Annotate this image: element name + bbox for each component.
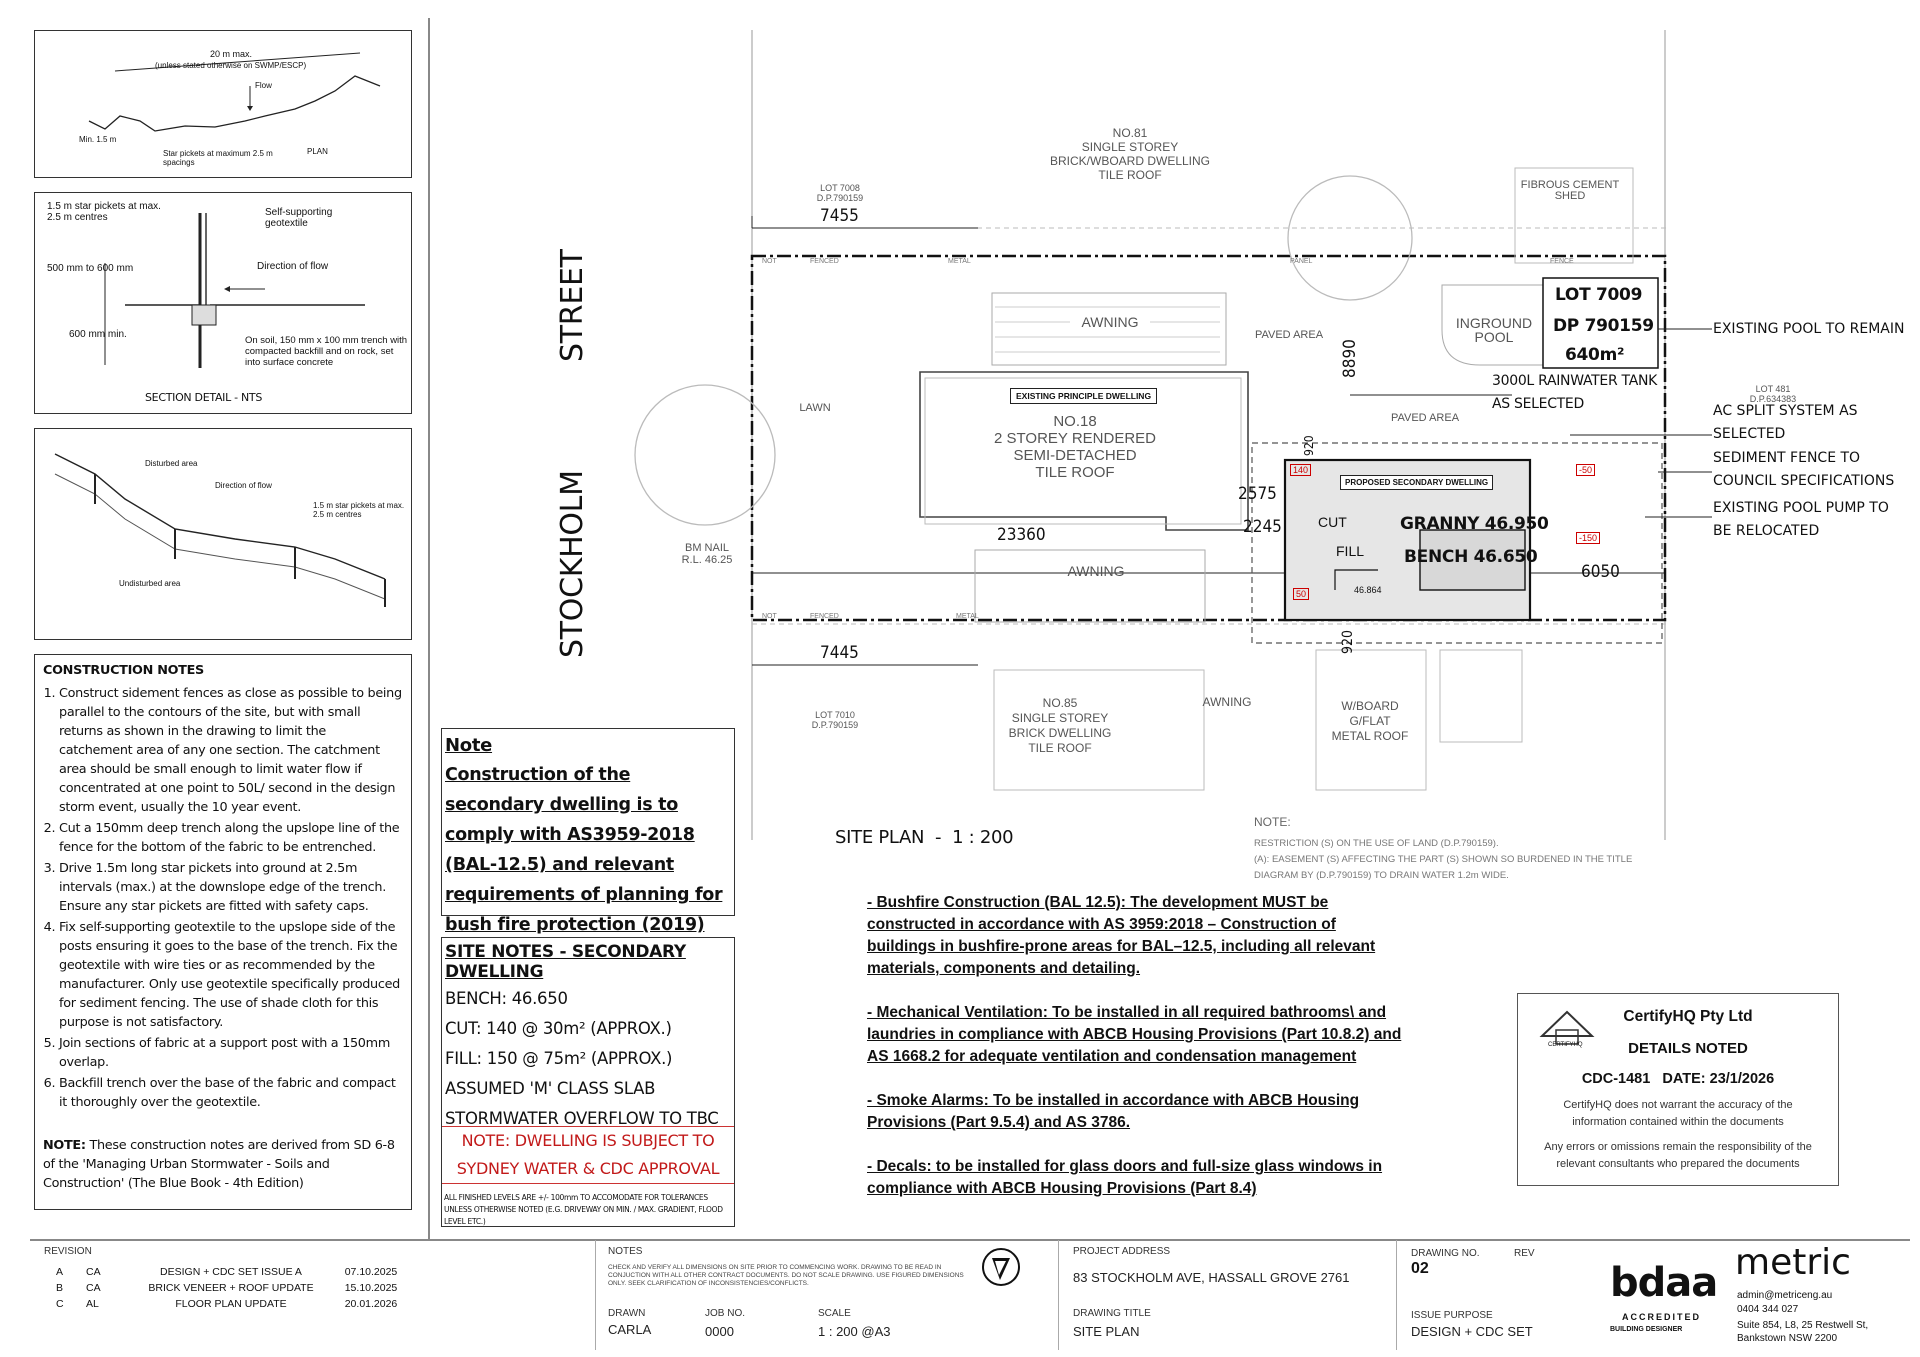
scale-label: SCALE (818, 1308, 851, 1319)
north-arrow-glyph (984, 1250, 1018, 1284)
revision-date: 07.10.2025 (344, 1266, 398, 1278)
metric-phone: 0404 344 027 (1737, 1304, 1799, 1315)
site-note-title: NOTE: (1254, 815, 1291, 829)
tag-50: 50 (1293, 588, 1309, 600)
plan-min-label: Min. 1.5 m (79, 135, 117, 144)
plan-detail-panel (34, 30, 412, 178)
metric-logo: metric (1735, 1242, 1851, 1283)
construction-note-item: 2. Cut a 150mm deep trench along the upslope line of the fence for the bottom of the fabric to be entrenched. (59, 819, 403, 857)
paved-area-2-label: PAVED AREA (1390, 412, 1460, 424)
tag-minus-150: -150 (1576, 532, 1600, 544)
revision-row (56, 1280, 616, 1296)
fence-metal-bottom: METAL (956, 613, 979, 620)
job-label: JOB NO. (705, 1308, 746, 1319)
site-notes-line: FILL: 150 @ 75m² (APPROX.) (445, 1049, 673, 1068)
iso-detail-panel (34, 428, 412, 640)
revision-row (56, 1296, 616, 1312)
drawn-value: CARLA (608, 1322, 652, 1337)
paved-area-1-label: PAVED AREA (1254, 329, 1324, 341)
street-label-bottom: STOCKHOLM (555, 470, 590, 658)
bm-nail-label: BM NAIL R.L. 46.25 (681, 542, 733, 566)
site-notes-line: STORMWATER OVERFLOW TO TBC (445, 1109, 719, 1128)
dim-6050: 6050 (1581, 562, 1620, 582)
drawing-no: 02 (1411, 1260, 1429, 1277)
issue-purpose-label: ISSUE PURPOSE (1411, 1310, 1493, 1321)
tb-divider-2 (1058, 1240, 1059, 1350)
tag-140: 140 (1290, 464, 1311, 476)
bushfire-note-box (441, 728, 735, 935)
construction-notes-list (43, 684, 403, 1112)
site-notes-title: SITE NOTES - SECONDARY DWELLING (445, 942, 686, 982)
construction-notes-title: CONSTRUCTION NOTES (43, 663, 204, 678)
metric-email: admin@metriceng.au (1737, 1290, 1833, 1301)
bushfire-note-title: Note (445, 735, 493, 756)
fence-not-bottom: NOT (762, 613, 777, 620)
job-value: 0000 (705, 1324, 734, 1339)
certify-disclaimer-2: Any errors or omissions remain the responsibility of the relevant consultants who prepared the documents (1544, 1141, 1812, 1170)
lot-box-line3: 640m² (1565, 345, 1625, 365)
revision-desc: DESIGN + CDC SET ISSUE A (160, 1266, 302, 1278)
construction-notes-footer (43, 1136, 403, 1193)
plan-top-label: 20 m max. (210, 49, 253, 59)
no85-label: NO.85 SINGLE STOREY BRICK DWELLING TILE ROOF (1008, 696, 1112, 755)
notes-text: CHECK AND VERIFY ALL DIMENSIONS ON SITE PRIOR TO COMMENCING WORK. DRAWING TO BE READ IN CONJUCTION WITH ALL OTHER CONTRACT DOCUMENTS. DO NOT SCALE DRAWING. USE FIGURED DIMENSIONS ONLY. SEEK CLARIFICATION OF INCONSISTENCIES/CONFLICTS. (608, 1264, 964, 1287)
revision-date: 20.01.2026 (344, 1298, 398, 1310)
section-detail-title: SECTION DETAIL - NTS (145, 391, 263, 404)
plan-top-sublabel: (unless stated otherwise on SWMP/ESCP) (155, 61, 307, 70)
iso-direction-label: Direction of flow (215, 481, 272, 490)
section-geotextile-label: Self-supporting geotextile (265, 207, 333, 229)
certify-status: DETAILS NOTED (1628, 1040, 1748, 1057)
no81-label: NO.81 SINGLE STOREY BRICK/WBOARD DWELLING TILE ROOF (1049, 126, 1211, 182)
revision-desc: BRICK VENEER + ROOF UPDATE (148, 1282, 314, 1294)
revision-table (56, 1264, 616, 1312)
wboard-label: W/BOARD G/FLAT METAL ROOF (1331, 699, 1409, 743)
fence-metal-top: METAL (948, 258, 971, 265)
fill-label: FILL (1336, 543, 1365, 559)
certify-logo (1538, 1008, 1596, 1050)
site-note-text: RESTRICTION (S) ON THE USE OF LAND (D.P.790159). (A): EASEMENT (S) AFFECTING THE PART (S) SHOWN SO BURDENED IN THE TITLE DIAGRAM BY (D.P.790159) TO DRAIN WATER 1.2m WIDE. (1254, 838, 1633, 881)
requirement-bushfire: - Bushfire Construction (BAL 12.5): The development MUST be constructed in accordance with AS 3959:2018 – Construction of buildings in bushfire-prone areas for BAL–12.5, including all relevant materials, components and detailing. (867, 894, 1376, 977)
callout-sediment-fence: SEDIMENT FENCE TO COUNCIL SPECIFICATIONS (1713, 450, 1895, 489)
tb-divider-3 (1396, 1240, 1397, 1350)
callout-ac-split: AC SPLIT SYSTEM AS SELECTED (1713, 403, 1858, 442)
street-label-top: STREET (555, 249, 590, 362)
site-notes-red-note: NOTE: DWELLING IS SUBJECT TO SYDNEY WATER & CDC APPROVAL (442, 1126, 734, 1184)
construction-notes-footer-text: These construction notes are derived from SD 6-8 of the 'Managing Urban Stormwater - Soils and Construction' (The Blue Book - 4th Edition) (43, 1138, 395, 1191)
revision-by: CA (86, 1282, 101, 1294)
iso-undisturbed-label: Undisturbed area (119, 579, 181, 588)
construction-note-item: 4. Fix self-supporting geotextile to the upslope side of the posts ensuring it goes to the base of the trench. Fix the geotextile with wire ties or as recommended by the manufacturer. Only use geotextile specifically produced for sediment fencing. The use of shade cloth for this purpose is not satisfactory. (59, 918, 403, 1032)
project-address: 83 STOCKHOLM AVE, HASSALL GROVE 2761 (1073, 1270, 1350, 1285)
plan-plan-label: PLAN (307, 147, 328, 156)
rev-label: REV (1514, 1248, 1535, 1259)
construction-note-item: 3. Drive 1.5m long star pickets into ground at 2.5m intervals (max.) at the downslope edge of the trench. Ensure any star pickets are fitted with safety caps. (59, 859, 403, 916)
inground-pool-label: INGROUND POOL (1455, 315, 1533, 345)
site-notes-levels-note: ALL FINISHED LEVELS ARE +/- 100mm TO ACCOMODATE FOR TOLERANCES UNLESS OTHERWISE NOTED (E.G. DRIVEWAY ON MIN. / MAX. GRADIENT, FLOOD LEVEL ETC.) (444, 1193, 723, 1226)
section-min-label: 600 mm min. (69, 329, 127, 340)
requirement-smoke-alarms: - Smoke Alarms: To be installed in accordance with ABCB Housing Provisions (Part 9.5.4) and AS 3786. (867, 1092, 1360, 1131)
cut-label: CUT (1318, 514, 1347, 530)
iso-detail-drawing (35, 429, 411, 639)
fence-panel-top: PANEL (1290, 258, 1313, 265)
iso-disturbed-label: Disturbed area (145, 459, 198, 468)
bdaa-logo: bdaa (1610, 1260, 1718, 1306)
lot481-label: LOT 481 D.P.634383 (1749, 384, 1797, 404)
revision-rev: B (56, 1282, 64, 1294)
requirement-ventilation: - Mechanical Ventilation: To be installed in all required bathrooms\ and laundries in compliance with ABCB Housing Provisions (Part 10.8.2) and AS 1668.2 for adequate ventilation and condensation management (867, 1004, 1402, 1065)
construction-note-item: 6. Backfill trench over the base of the fabric and compact it thoroughly over the geotextile. (59, 1074, 403, 1112)
site-notes-box (441, 937, 735, 1227)
dim-8890: 8890 (1340, 339, 1360, 378)
iso-pickets-label: 1.5 m star pickets at max. 2.5 m centres (313, 501, 405, 519)
no18-label: NO.18 2 STOREY RENDERED SEMI-DETACHED TILE ROOF (994, 413, 1156, 481)
granny-level: GRANNY 46.950 (1400, 514, 1549, 534)
revision-date: 15.10.2025 (344, 1282, 398, 1294)
lot-box-line1: LOT 7009 (1555, 285, 1643, 305)
lot7008-label: LOT 7008 D.P.790159 (816, 183, 864, 203)
proposed-dwelling-tag: PROPOSED SECONDARY DWELLING (1340, 475, 1493, 490)
site-notes-line: BENCH: 46.650 (445, 989, 568, 1008)
metric-address-1: Suite 854, L8, 25 Restwell St, (1737, 1320, 1869, 1331)
fence-fence-top: FENCE (1550, 258, 1574, 265)
callout-pool-remain: EXISTING POOL TO REMAIN (1713, 321, 1905, 337)
north-arrow-icon (982, 1248, 1020, 1286)
lot-box-line2: DP 790159 (1553, 316, 1654, 336)
existing-dwelling-tag: EXISTING PRINCIPLE DWELLING (1010, 388, 1157, 404)
bench-level: BENCH 46.650 (1404, 547, 1538, 567)
callout-pool-pump: EXISTING POOL PUMP TO BE RELOCATED (1713, 500, 1889, 539)
fence-not-top: NOT (762, 258, 777, 265)
revision-rev: A (56, 1266, 64, 1278)
drawing-title: SITE PLAN (1073, 1324, 1140, 1339)
construction-note-item: 5. Join sections of fabric at a support post with a 150mm overlap. (59, 1034, 403, 1072)
tag-minus-50: -50 (1576, 464, 1595, 476)
project-address-label: PROJECT ADDRESS (1073, 1246, 1171, 1257)
certify-ref: CDC-1481 DATE: 23/1/2026 (1581, 1071, 1775, 1087)
notes-label: NOTES (608, 1246, 643, 1257)
section-soil-label: On soil, 150 mm x 100 mm trench with compacted backfill and on rock, set into surface concrete (245, 335, 408, 368)
scale-value: 1 : 200 @A3 (818, 1324, 891, 1339)
lot7010-label: LOT 7010 D.P.790159 (811, 710, 859, 730)
dim-23360: 23360 (997, 525, 1046, 545)
site-notes-line: ASSUMED 'M' CLASS SLAB (445, 1079, 656, 1098)
requirements-block (867, 892, 1407, 1200)
section-height-label: 500 mm to 600 mm (47, 263, 134, 274)
fence-fenced-top: FENCED (810, 258, 839, 265)
dim-7455: 7455 (820, 206, 859, 226)
revision-by: AL (86, 1298, 99, 1310)
revision-label: REVISION (44, 1246, 92, 1257)
title-block (30, 1240, 1910, 1350)
certify-stamp (1517, 993, 1839, 1186)
issue-purpose: DESIGN + CDC SET (1411, 1324, 1533, 1339)
awning-top-label: AWNING (1070, 315, 1150, 329)
dim-7445: 7445 (820, 643, 859, 663)
awning-right-label: AWNING (1202, 695, 1252, 709)
awning-bottom-label: AWNING (1067, 563, 1125, 579)
dim-2245: 2245 (1243, 517, 1282, 537)
bdaa-sub-1: ACCREDITED (1622, 1312, 1702, 1322)
revision-desc: FLOOR PLAN UPDATE (175, 1298, 287, 1310)
construction-notes-footer-prefix: NOTE: (43, 1138, 86, 1153)
drawn-label: DRAWN (608, 1308, 646, 1319)
bushfire-note-text: Construction of the secondary dwelling is to comply with AS3959-2018 (BAL-12.5) and relevant requirements of planning for bush fire protection (2019) (445, 765, 723, 935)
dim-920-top: 920 (1302, 435, 1316, 456)
rl-46864-label: 46.864 (1354, 585, 1382, 595)
bdaa-sub-2: BUILDING DESIGNER (1610, 1326, 1683, 1333)
metric-address-2: Bankstown NSW 2200 (1737, 1333, 1838, 1344)
revision-row (56, 1264, 616, 1280)
revision-rev: C (56, 1298, 64, 1310)
requirement-decals: - Decals: to be installed for glass doors and full-size glass windows in compliance with ABCB Housing Provisions (Part 8.4) (867, 1158, 1383, 1197)
site-notes-line: CUT: 140 @ 30m² (APPROX.) (445, 1019, 672, 1038)
certify-company: CertifyHQ Pty Ltd (1623, 1008, 1753, 1025)
plan-flow-label: Flow (255, 81, 272, 90)
dim-920-bottom: 920 (1340, 629, 1356, 654)
tank-label: 3000L RAINWATER TANK AS SELECTED (1492, 373, 1658, 412)
drawing-no-label: DRAWING NO. (1411, 1248, 1480, 1259)
lawn-label: LAWN (799, 402, 831, 414)
certify-logo-text: CERTIFYHQ (1548, 1042, 1583, 1048)
drawing-title-label: DRAWING TITLE (1073, 1308, 1151, 1319)
section-detail-panel (34, 192, 412, 414)
section-direction-label: Direction of flow (257, 261, 329, 272)
revision-by: CA (86, 1266, 101, 1278)
fence-fenced-bottom: FENCED (810, 613, 839, 620)
construction-notes-panel (34, 654, 412, 1210)
tb-divider-1 (595, 1240, 596, 1350)
site-plan-title: SITE PLAN - 1 : 200 (835, 827, 1014, 848)
plan-pickets-label: Star pickets at maximum 2.5 m spacings (163, 149, 273, 167)
certify-disclaimer-1: CertifyHQ does not warrant the accuracy of the information contained within the documents (1563, 1099, 1793, 1128)
section-pickets-label: 1.5 m star pickets at max. 2.5 m centres (47, 201, 161, 223)
shed-label: FIBROUS CEMENT SHED (1520, 179, 1620, 202)
dim-2575: 2575 (1238, 484, 1277, 504)
construction-note-item: 1. Construct sidement fences as close as possible to being parallel to the contours of the site, but with small returns as shown in the drawing to limit the catchement area of any one section. The catchment area should be small enough to limit water flow if concentrated at one point to 50L/ second in the design storm event, usually the 10 year event. (59, 684, 403, 817)
